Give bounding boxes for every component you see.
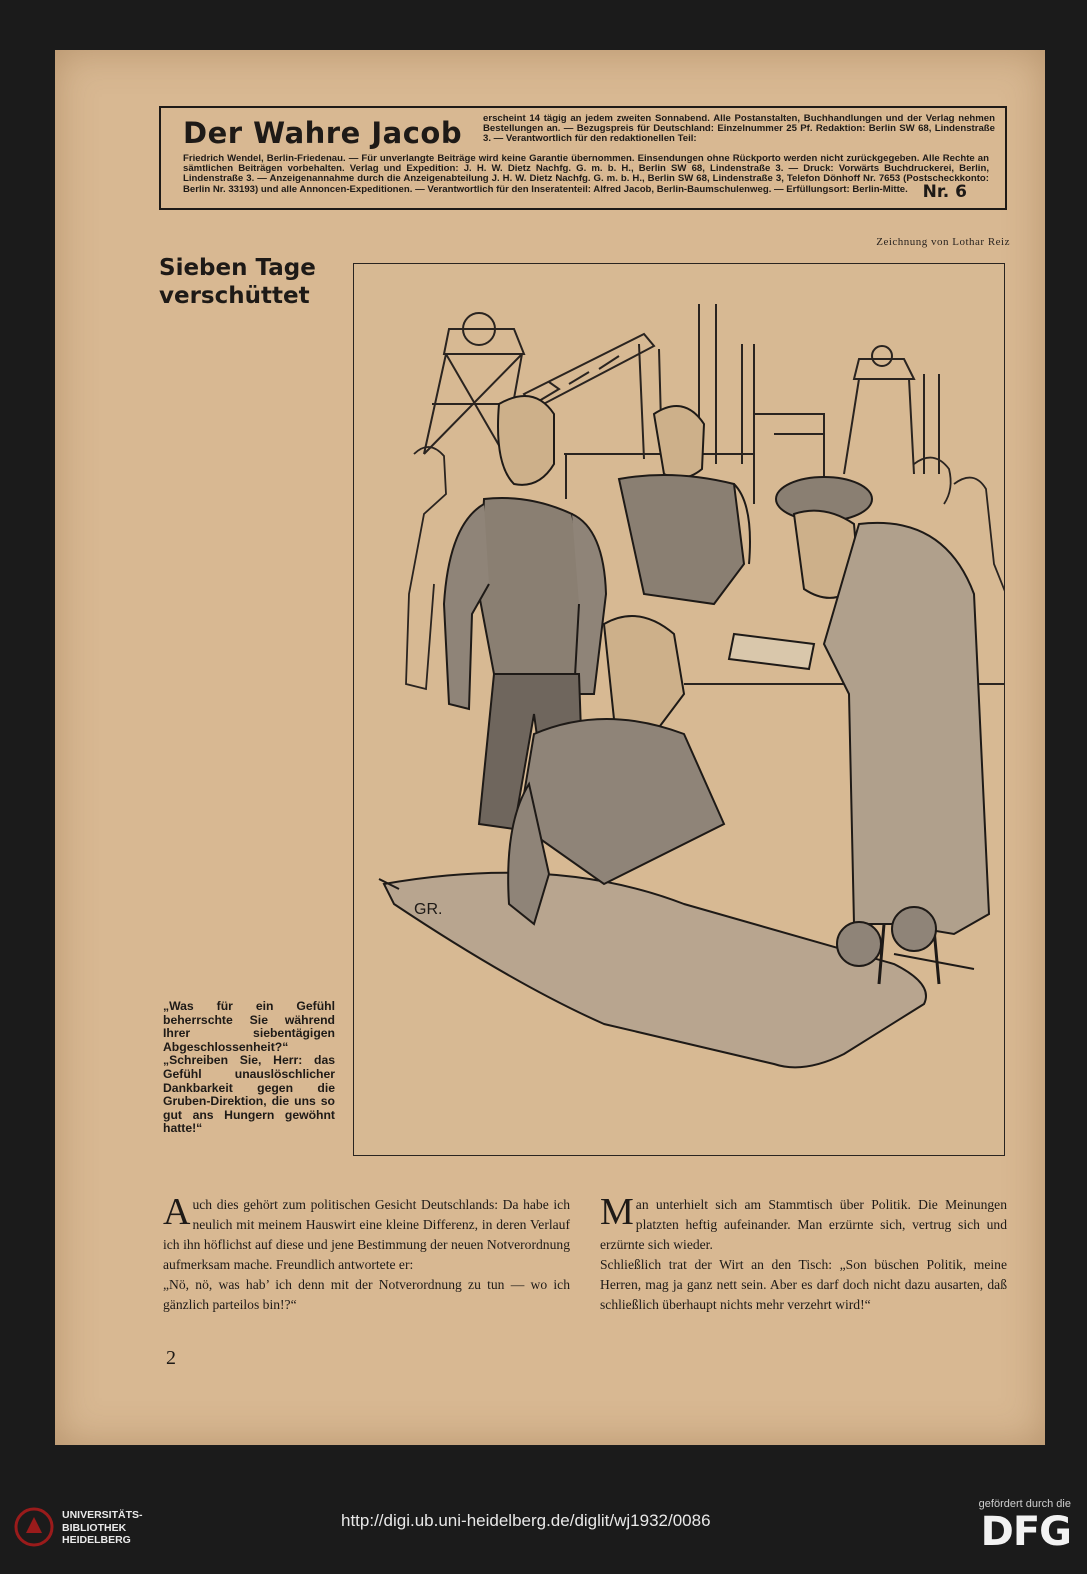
cartoon-headline	[159, 254, 316, 310]
library-name-line-2: BIBLIOTHEK	[62, 1521, 127, 1534]
masthead-title: Der Wahre Jacob	[183, 116, 463, 150]
article-right-p1-text: an unterhielt sich am Stammtisch über Politik. Die Meinungen platzten heftig aufeinander. Man erzürnte sich, vertrug sich und erzürnte sich wieder.	[600, 1197, 1007, 1252]
artist-signature: GR.	[414, 901, 443, 918]
masthead-info-body: Friedrich Wendel, Berlin-Friedenau. — Für unverlangte Beiträge wird keine Garantie übernommen. Einsendungen ohne Rückporto werden nicht zurückgegeben. Alle Rechte an sämtlichen Beiträgen vorbehalten. Verlag und Expedition: J. H. W. Dietz Nachfg. G. m. b. H., Berlin SW 68, Lindenstraße 3. — Druck: Vorwärts Buchdruckerei, Berlin, Lindenstraße 3. — Anzeigenannahme durch die Anzeigenabteilung J. H. W. Dietz Nachfg. G. m. b. H., Berlin SW 68, Lindenstraße 3, Telefon Dönhoff Nr. 7653 (Postscheckkonto: Berlin Nr. 33193) und alle Annoncen-Expeditionen. — Verantwortlich für den Inseratenteil: Alfred Jacob, Berlin-Baumschulenweg. — Erfüllungsort: Berlin-Mitte.	[183, 153, 989, 195]
page-number: 2	[166, 1347, 176, 1369]
article-left	[163, 1191, 570, 1315]
dfg-logo: DFG	[980, 1509, 1071, 1555]
permalink-url[interactable]: http://digi.ub.uni-heidelberg.de/diglit/wj1932/0086	[341, 1511, 711, 1530]
university-seal-icon	[14, 1507, 54, 1547]
article-right-p1	[600, 1191, 1007, 1255]
dropcap-right: M	[600, 1191, 634, 1233]
funder-branding[interactable]	[979, 1498, 1071, 1554]
article-left-p2: „Nö, nö, was hab’ ich denn mit der Notverordnung zu tun — wo ich gänzlich parteilos bin!?“	[163, 1277, 570, 1312]
article-right-p2: Schließlich trat der Wirt an den Tisch: „Son büschen Politik, meine Herren, mag ja ganz nett sein. Aber es darf doch nicht dazu ausarten, daß schließlich überhaupt nichts mehr verzehrt wird!“	[600, 1257, 1007, 1312]
masthead-info-top: erscheint 14 tägig an jedem zweiten Sonnabend. Alle Postanstalten, Buchhandlungen und der Verlag nehmen Bestellungen an. — Bezugspreis für Deutschland: Einzelnummer 25 Pf. Redaktion: Berlin SW 68, Lindenstraße 3. — Verantwortlich für den redaktionellen Teil:	[483, 113, 995, 145]
masthead-box	[159, 106, 1007, 210]
newspaper-page	[55, 50, 1045, 1445]
illustration-credit: Zeichnung von Lothar Reiz	[876, 236, 1010, 248]
issue-number: Nr. 6	[922, 182, 967, 202]
headline-line-2: verschüttet	[159, 283, 310, 309]
library-name-line-1: UNIVERSITÄTS-	[62, 1509, 143, 1521]
library-name	[62, 1509, 143, 1547]
cartoon-frame	[353, 263, 1005, 1156]
footer-bar	[0, 1492, 1087, 1574]
article-right	[600, 1191, 1007, 1315]
library-name-line-3: HEIDELBERG	[62, 1534, 131, 1546]
funder-label: gefördert durch die	[978, 1498, 1071, 1510]
article-left-p1	[163, 1191, 570, 1275]
reporter	[729, 477, 989, 984]
article-left-p1-text: uch dies gehört zum politischen Gesicht Deutschlands: Da habe ich neulich mit meinem Hauswirt eine kleine Differenz, in deren Verlauf ich ihn höflichst auf diese und jene Bestimmung der neuen Notverordnung aufmerksam mache. Freundlich antwortete er:	[163, 1197, 570, 1272]
dropcap-left: A	[163, 1191, 191, 1233]
miner-right	[619, 406, 750, 604]
cartoon-caption: „Was für ein Gefühl beherrschte Sie während Ihrer siebentägigen Abgeschlossenheit?“ „Schreiben Sie, Herr: das Gefühl unauslöschlicher Dankbarkeit gegen die Gruben-Direktion, die uns so gut ans Hungern gewöhnt hatte!“	[163, 999, 335, 1136]
headline-line-1: Sieben Tage	[159, 255, 316, 281]
cartoon-illustration	[354, 264, 1005, 1156]
